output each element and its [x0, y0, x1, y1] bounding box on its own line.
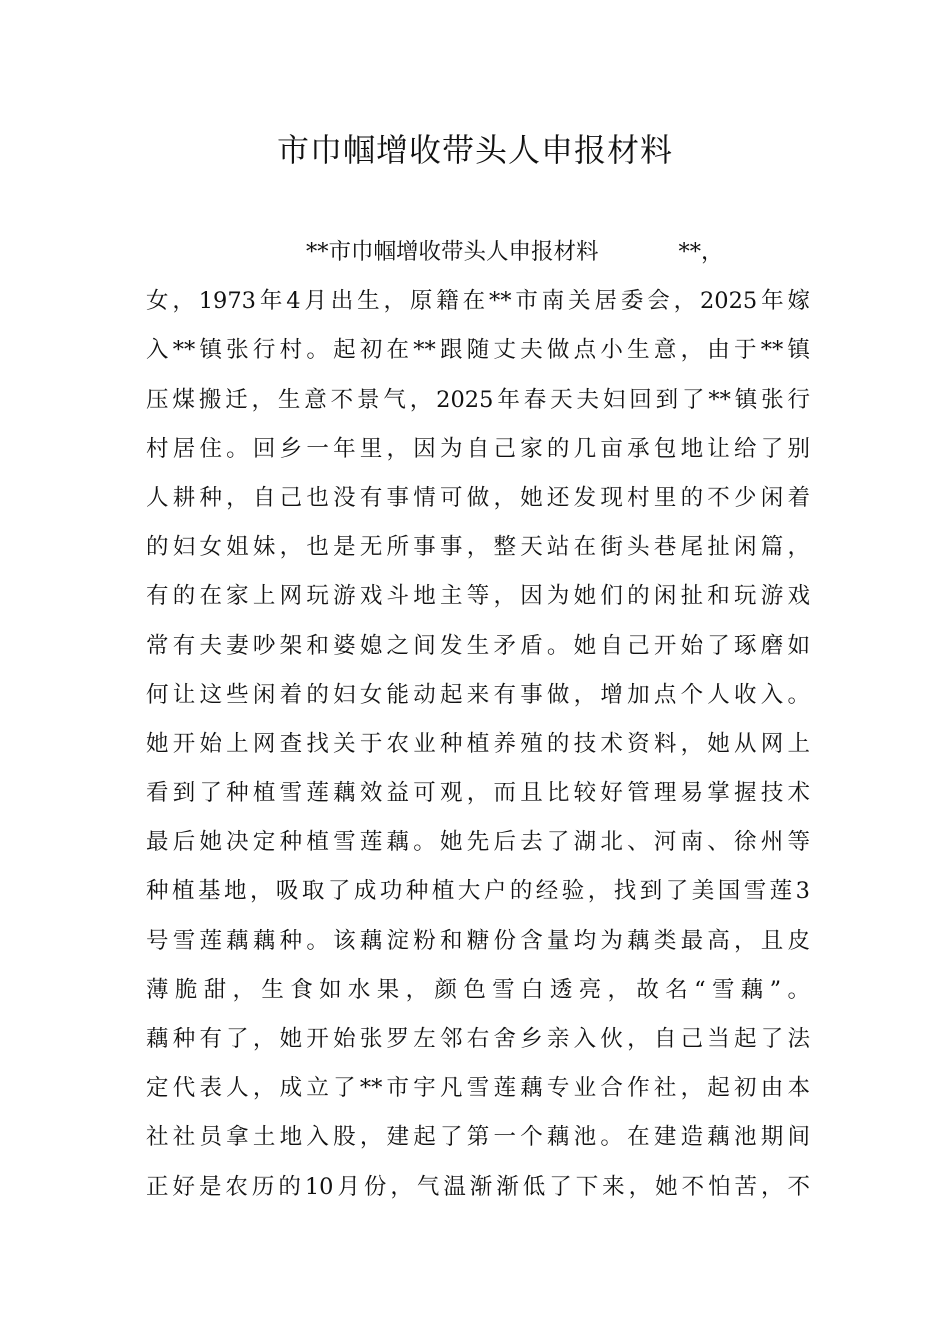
body-line: 最后她决定种植雪莲藕。她先后去了湖北、河南、徐州等 [146, 829, 810, 856]
body-line: 看到了种植雪莲藕效益可观，而且比较好管理易掌握技术 [146, 780, 810, 807]
body-line: 号雪莲藕藕种。该藕淀粉和糖份含量均为藕类最高，且皮 [146, 927, 810, 954]
body-line: 村居住。回乡一年里，因为自己家的几亩承包地让给了别 [146, 435, 810, 462]
body-line: 种植基地，吸取了成功种植大户的经验，找到了美国雪莲3 [146, 878, 810, 905]
body-line: 女，1973年4月出生，原籍在**市南关居委会，2025年嫁 [146, 288, 810, 315]
body-line: 入**镇张行村。起初在**跟随丈夫做点小生意，由于**镇 [146, 337, 810, 364]
body-line: 常有夫妻吵架和婆媳之间发生矛盾。她自己开始了琢磨如 [146, 632, 810, 659]
body-line: 定代表人，成立了**市宇凡雪莲藕专业合作社，起初由本 [146, 1075, 810, 1102]
document-title: 市巾帼增收带头人申报材料 [276, 131, 673, 169]
body-line: 何让这些闲着的妇女能动起来有事做，增加点个人收入。 [146, 681, 810, 708]
body-line: 薄脆甜，生食如水果，颜色雪白透亮，故名“雪藕”。 [146, 976, 810, 1003]
body-line: 正好是农历的10月份，气温渐渐低了下来，她不怕苦，不 [146, 1173, 810, 1200]
document-subtitle: **市巾帼增收带头人申报材料 [306, 239, 599, 265]
body-line: 社社员拿土地入股，建起了第一个藕池。在建造藕池期间 [146, 1124, 810, 1151]
body-line: 压煤搬迁，生意不景气，2025年春天夫妇回到了**镇张行 [146, 386, 810, 413]
body-line-intro [146, 228, 810, 277]
body-line: 藕种有了，她开始张罗左邻右舍乡亲入伙，自己当起了法 [146, 1026, 810, 1052]
applicant-name-masked: **， [678, 239, 724, 265]
body-line: 她开始上网查找关于农业种植养殖的技术资料，她从网上 [146, 730, 810, 757]
body-line: 的妇女姐妹，也是无所事事，整天站在街头巷尾扯闲篇， [146, 534, 810, 561]
body-line: 有的在家上网玩游戏斗地主等，因为她们的闲扯和玩游戏 [146, 583, 810, 610]
document-body [146, 228, 810, 1212]
body-line: 人耕种，自己也没有事情可做，她还发现村里的不少闲着 [146, 484, 810, 511]
